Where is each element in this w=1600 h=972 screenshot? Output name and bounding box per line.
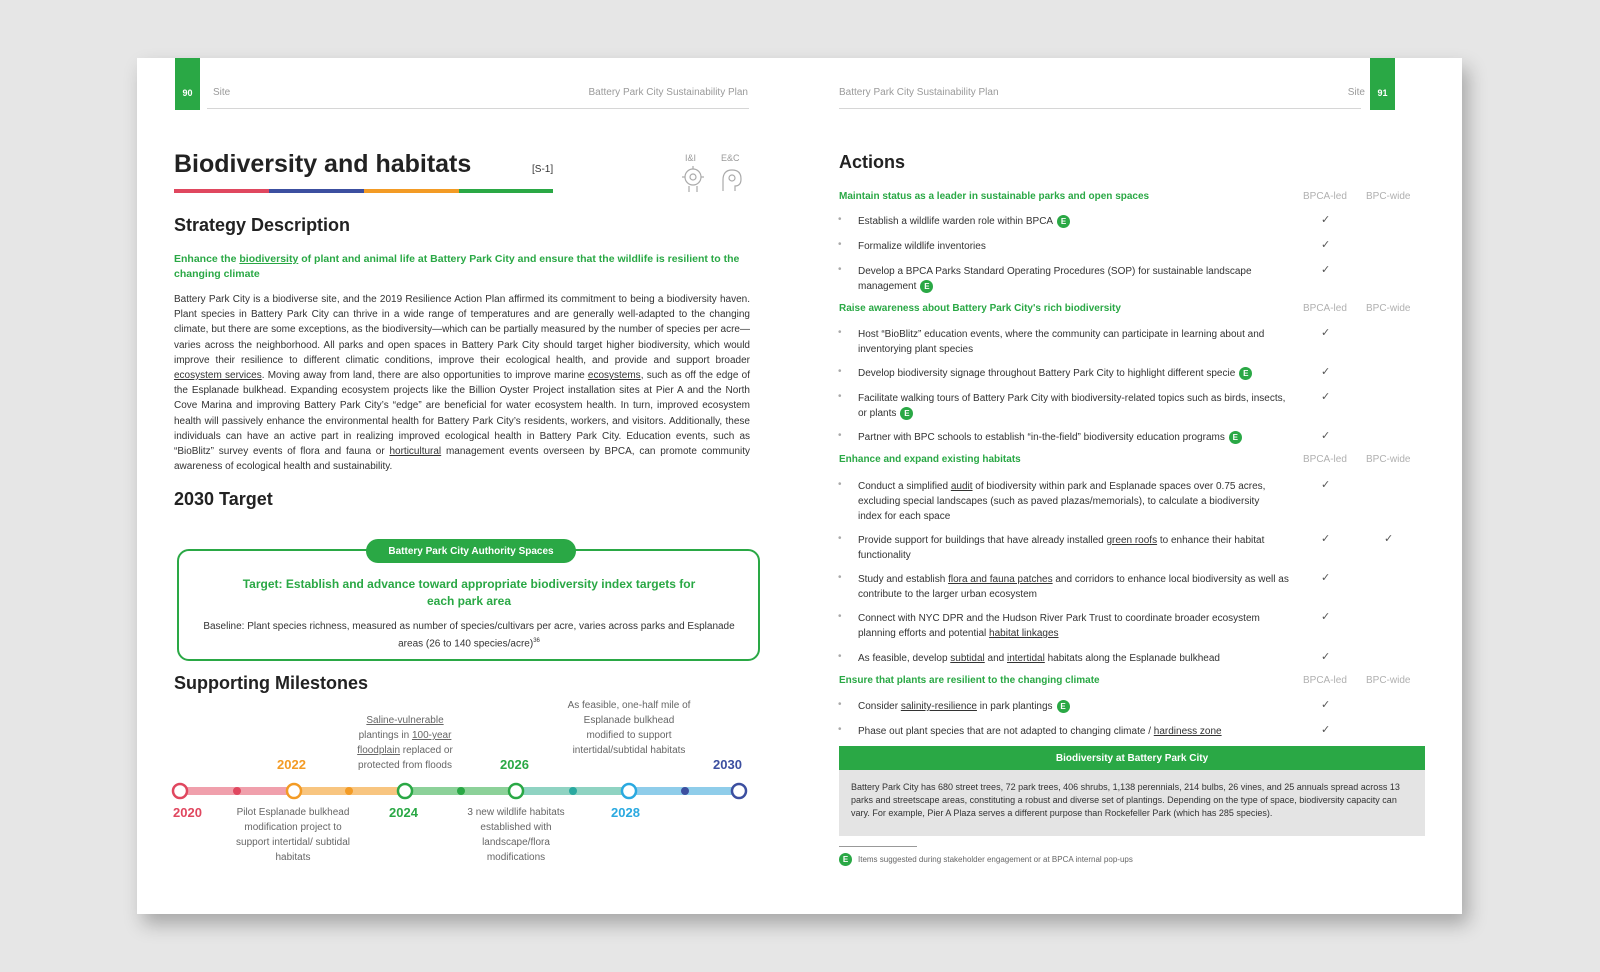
timeline-dot	[457, 787, 465, 795]
action-text: habitats along the Esplanade bulkhead	[1044, 653, 1220, 664]
header-title: Battery Park City Sustainability Plan	[588, 87, 748, 98]
engagement-badge-icon: E	[1057, 215, 1070, 228]
col-header-bpca-led: BPCA-led	[1303, 303, 1347, 314]
strategy-heading: Strategy Description	[174, 215, 351, 235]
horticultural-link[interactable]: horticultural	[389, 446, 442, 458]
check-bpc-wide: ✓	[1384, 533, 1394, 545]
saline-vulnerable-link[interactable]: Saline-vulnerable	[366, 715, 444, 726]
actions-heading: Actions	[839, 152, 906, 172]
action-item: Host “BioBlitz” education events, where the community can participate in learning about and inventorying plant species	[858, 329, 1265, 355]
milestone-text: replaced or protected from floods	[358, 745, 453, 771]
bullet: •	[838, 699, 842, 710]
milestone-2026-text: 3 new wildlife habitats established with landscape/flora modifications	[467, 807, 565, 863]
milestone-2028-text: As feasible, one-half mile of Esplanade bulkhead modified to support intertidal/subtidal habitats	[567, 700, 691, 756]
check-bpca-led: ✓	[1321, 699, 1331, 711]
ecosystems-link[interactable]: ecosystems	[587, 370, 641, 382]
fact-box-header: Biodiversity at Battery Park City	[839, 746, 1425, 770]
action-text: Facilitate walking tours of Battery Park City with biodiversity-related topics such as birds, insects, or plants	[858, 393, 1286, 419]
action-text: to enhance their habitat functionality	[858, 535, 1265, 561]
section-title-awareness: Raise awareness about Battery Park City's rich biodiversity	[839, 303, 1121, 314]
title-bar-orange	[364, 189, 459, 193]
target-text: Target: Establish and advance toward appropriate biodiversity index targets for each park area	[242, 577, 696, 608]
audit-link[interactable]: audit	[950, 481, 973, 492]
timeline-dot	[233, 787, 241, 795]
lead-text: of plant and animal life at Battery Park City and ensure that the wildlife is resilient to the changing climate	[174, 253, 740, 280]
timeline-dot	[681, 787, 689, 795]
page-number-tab-left	[175, 58, 200, 110]
check-bpca-led: ✓	[1321, 430, 1331, 442]
action-text: Conduct a simplified	[858, 481, 951, 492]
header-divider	[207, 108, 749, 109]
engagement-badge-icon: E	[1057, 700, 1070, 713]
lead-text: Enhance the	[174, 253, 240, 265]
header-section: Site	[213, 87, 231, 98]
engagement-badge-icon: E	[1239, 367, 1252, 380]
action-item	[858, 572, 1293, 602]
bullet: •	[838, 366, 842, 377]
section-title-leadership: Maintain status as a leader in sustainable parks and open spaces	[839, 191, 1150, 202]
target-pill: Battery Park City Authority Spaces	[366, 539, 576, 563]
check-bpca-led: ✓	[1321, 391, 1331, 403]
hardiness-zone-link[interactable]: hardiness zone	[1153, 726, 1222, 737]
action-text: and	[984, 653, 1007, 664]
check-bpca-led: ✓	[1321, 611, 1331, 623]
flora-fauna-patches-link[interactable]: flora and fauna patches	[948, 574, 1053, 585]
bullet: •	[838, 533, 842, 544]
milestone-timeline	[167, 776, 757, 806]
engagement-badge-icon: E	[1229, 431, 1242, 444]
header-title: Battery Park City Sustainability Plan	[839, 87, 999, 98]
page-title: Biodiversity and habitats	[174, 150, 472, 178]
section-title-habitats: Enhance and expand existing habitats	[839, 454, 1021, 465]
strategy-body	[174, 292, 750, 474]
milestone-node-2030	[732, 784, 746, 798]
engagement-badge-icon: E	[900, 407, 913, 420]
action-text: Study and establish	[858, 574, 949, 585]
engagement-badge-icon: E	[920, 280, 933, 293]
bullet: •	[838, 724, 842, 735]
intertidal-link[interactable]: intertidal	[1007, 653, 1045, 664]
action-text: Connect with NYC DPR and the Hudson River Park Trust to coordinate broader ecosystem planning efforts and potential	[858, 613, 1260, 639]
salinity-resilience-link[interactable]: salinity-resilience	[900, 701, 977, 712]
milestone-node-2022	[287, 784, 301, 798]
bullet: •	[838, 239, 842, 250]
check-bpca-led: ✓	[1321, 239, 1331, 251]
action-text: Provide support for buildings that have already installed	[858, 535, 1107, 546]
year-2028: 2028	[611, 805, 640, 820]
action-item	[858, 651, 1293, 666]
bullet: •	[838, 264, 842, 275]
action-text: Consider	[858, 701, 901, 712]
action-item	[858, 533, 1278, 563]
year-2024: 2024	[389, 805, 418, 820]
action-item	[858, 214, 1293, 229]
title-bar-green	[459, 189, 553, 193]
timeline-dot	[569, 787, 577, 795]
col-header-bpca-led: BPCA-led	[1303, 191, 1347, 202]
check-bpca-led: ✓	[1321, 214, 1331, 226]
subtidal-link[interactable]: subtidal	[950, 653, 985, 664]
bullet: •	[838, 327, 842, 338]
target-heading: 2030 Target	[174, 489, 273, 509]
milestone-node-2026	[509, 784, 523, 798]
header-section: Site	[1347, 87, 1365, 98]
icon-label-ii: I&I	[685, 153, 697, 163]
action-item	[858, 391, 1293, 421]
footnote-text: Items suggested during stakeholder engagement or at BPCA internal pop-ups	[858, 855, 1133, 865]
action-text: Develop a BPCA Parks Standard Operating Procedures (SOP) for sustainable landscape management	[858, 266, 1252, 292]
action-item	[858, 264, 1293, 294]
action-text: of biodiversity within park and Esplanade spaces over 0.75 acres, excluding special landscapes (such as paved plazas/memorials), to calculate a biodiversity index for each space	[858, 481, 1266, 522]
action-item	[858, 430, 1293, 445]
page-number: 91	[1377, 88, 1388, 98]
footnote	[839, 851, 1133, 869]
col-header-bpca-led: BPCA-led	[1303, 454, 1347, 465]
check-bpca-led: ✓	[1321, 572, 1331, 584]
bullet: •	[838, 214, 842, 225]
check-bpca-led: ✓	[1321, 724, 1331, 736]
engagement-badge-icon: E	[839, 853, 852, 866]
ecosystem-services-link[interactable]: ecosystem services	[174, 370, 262, 382]
milestone-2024-text	[347, 713, 463, 773]
bullet: •	[838, 651, 842, 662]
col-header-bpc-wide: BPC-wide	[1366, 303, 1411, 314]
baseline-body: Baseline: Plant species richness, measured as number of species/cultivars per acre, varies across parks and Esplanade areas (26 to 140 species/acre)	[203, 621, 735, 650]
page-number: 90	[182, 88, 193, 98]
strategy-lead	[174, 252, 750, 282]
habitat-linkages-link[interactable]: habitat linkages	[989, 628, 1059, 639]
check-bpca-led: ✓	[1321, 366, 1331, 378]
header-divider	[839, 108, 1361, 109]
body-text: management events overseen by BPCA, can promote community awareness of ecological health and sustainability.	[174, 446, 751, 473]
innovation-icon	[677, 164, 709, 194]
footnote-ref: 36	[533, 638, 540, 644]
bullet: •	[838, 479, 842, 490]
check-bpca-led: ✓	[1321, 264, 1331, 276]
body-text: , such as off the edge of the Esplanade bulkhead. Expanding ecosystem projects like the Billion Oyster Project installation sites at Pier A and the North Cove Marina and improving Battery Park City’s “edge” are beneficial for water ecosystem health. In turn, improved ecosystem health will passively enhance the environmental health for Battery Park City’s residents, workers, and visitors. Additionally, these individuals can have an active part in realizing improved ecological health in Battery Park City. Education events, such as “BioBlitz” survey events of flora and fauna or	[174, 370, 750, 458]
action-item	[858, 611, 1293, 641]
year-2020: 2020	[173, 805, 202, 820]
col-header-bpc-wide: BPC-wide	[1366, 191, 1411, 202]
green-roofs-link[interactable]: green roofs	[1106, 535, 1158, 546]
bullet: •	[838, 391, 842, 402]
section-title-resilience: Ensure that plants are resilient to the changing climate	[839, 675, 1100, 686]
bullet: •	[838, 572, 842, 583]
milestone-node-2024	[398, 784, 412, 798]
title-bar-red	[174, 189, 269, 193]
milestone-2022-text: Pilot Esplanade bulkhead modification project to support intertidal/ subtidal habitats	[236, 807, 350, 863]
milestone-text: plantings in	[358, 730, 412, 741]
action-text: Establish a wildlife warden role within BPCA	[858, 216, 1054, 227]
milestone-node-2020	[173, 784, 187, 798]
action-text: Partner with BPC schools to establish “in-the-field” biodiversity education programs	[858, 432, 1225, 443]
target-box	[177, 545, 760, 661]
title-bar-blue	[269, 189, 364, 193]
timeline-dot	[345, 787, 353, 795]
check-bpca-led: ✓	[1321, 651, 1331, 663]
action-item	[858, 366, 1293, 381]
footnote-divider	[839, 846, 917, 847]
action-text: As feasible, develop	[858, 653, 951, 664]
action-text: Develop biodiversity signage throughout Battery Park City to highlight different specie	[858, 368, 1236, 379]
action-text: in park plantings	[976, 701, 1053, 712]
page-number-tab-right	[1370, 58, 1395, 110]
strategy-code: [S-1]	[532, 164, 554, 175]
year-2022: 2022	[277, 757, 306, 772]
education-community-icon	[715, 164, 747, 194]
col-header-bpc-wide: BPC-wide	[1366, 675, 1411, 686]
bullet: •	[838, 430, 842, 441]
col-header-bpc-wide: BPC-wide	[1366, 454, 1411, 465]
action-item	[858, 724, 1293, 739]
body-text: . Moving away from land, there are also opportunities to improve marine	[261, 370, 588, 382]
fact-box-body: Battery Park City has 680 street trees, 72 park trees, 406 shrubs, 1,138 perennials, 214 bulbs, 26 vines, and 25 annuals spread across 13 parks and streetscape areas, constituting a robust and diverse set of plantings. Depending on the type of space, biodiversity capacity can vary. For example, Pier A Plaza serves a different purpose than Rockefeller Park (which has 285 species).	[839, 770, 1425, 836]
action-text: Phase out plant species that are not adapted to changing climate /	[858, 726, 1154, 737]
document-spread	[137, 58, 1462, 914]
baseline-text	[199, 619, 739, 651]
check-bpca-led: ✓	[1321, 327, 1331, 339]
action-item: Formalize wildlife inventories	[858, 241, 986, 252]
icon-label-ec: E&C	[721, 153, 740, 163]
bullet: •	[838, 611, 842, 622]
col-header-bpca-led: BPCA-led	[1303, 675, 1347, 686]
check-bpca-led: ✓	[1321, 479, 1331, 491]
floodplain-link[interactable]: 100-year floodplain	[357, 730, 452, 756]
body-text: Battery Park City is a biodiverse site, and the 2019 Resilience Action Plan affirmed its commitment to being a biodiversity haven. Plant species in Battery Park City can thrive in a wide range of temperatures and are generally well-adapted to the changing climate, but there are some exceptions, as the biodiversity—which can be partially measured by the number of species per acre—varies across the neighborhood. All parks and open spaces in Battery Park City should target higher biodiversity, which would improve their resilience to different climatic conditions, improve their ecological health, and provide and support broader	[174, 294, 750, 366]
action-text: and corridors to enhance local biodiversity as well as contribute to the larger urban ecosystem	[858, 574, 1289, 600]
year-2030: 2030	[713, 757, 742, 772]
milestone-node-2028	[622, 784, 636, 798]
action-item	[858, 479, 1273, 524]
biodiversity-link[interactable]: biodiversity	[239, 253, 299, 265]
check-bpca-led: ✓	[1321, 533, 1331, 545]
action-item	[858, 699, 1293, 714]
year-2026: 2026	[500, 757, 529, 772]
milestones-heading: Supporting Milestones	[174, 673, 369, 693]
